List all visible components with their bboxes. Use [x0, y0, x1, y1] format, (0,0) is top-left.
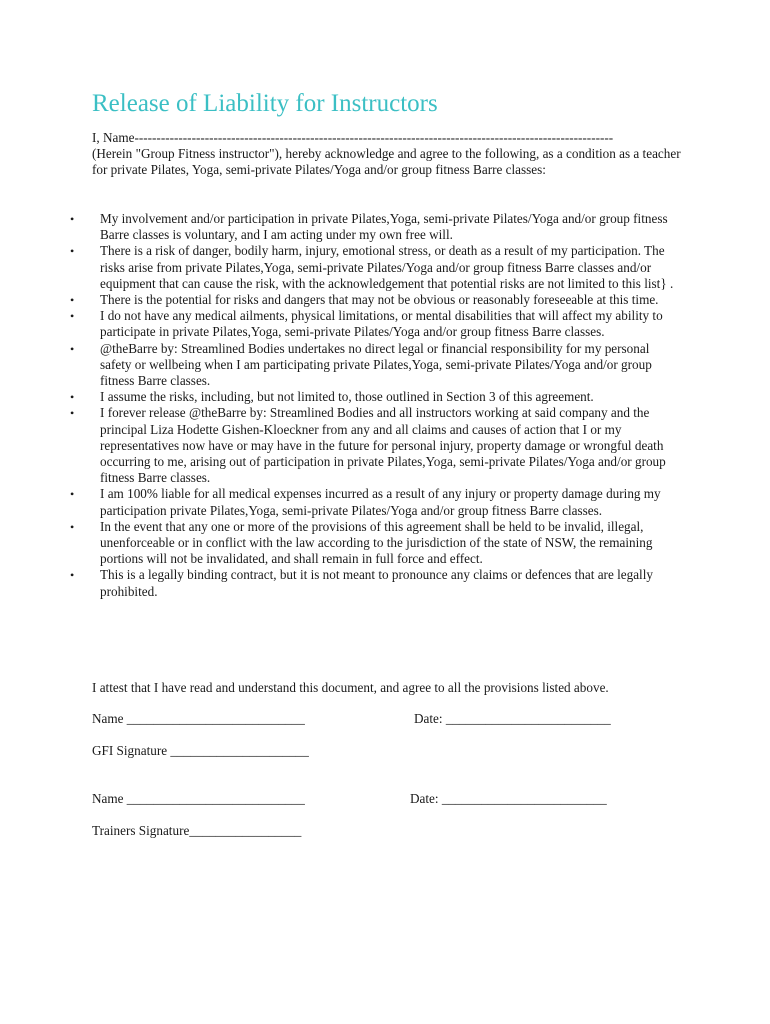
list-item	[60, 243, 675, 292]
clause-text: There is the potential for risks and dangers that may not be obvious or reasonably foreseeable at this time.	[100, 292, 659, 308]
clause-text: There is a risk of danger, bodily harm, injury, emotional stress, or death as a result of my participation. The risks arise from private Pilates,Yoga, semi-private Pilates/Yoga and/or group fitness Barre classes and/or equipment that can cause the risk, with the acknowledgement that potential risks are not limited to this list} .	[100, 243, 674, 291]
list-item	[60, 341, 675, 390]
clause-text: @theBarre by: Streamlined Bodies undertakes no direct legal or financial responsibility for my personal safety or wellbeing when I am participating private Pilates,Yoga, semi-private Pilates/Yoga and/or group fitness Barre classes.	[100, 340, 652, 389]
bullet-icon: •	[70, 244, 75, 259]
list-item	[60, 405, 675, 486]
list-item	[60, 486, 675, 518]
bullet-icon: •	[70, 519, 75, 534]
clause-text: This is a legally binding contract, but it is not meant to pronounce any claims or defences that are legally prohibited.	[100, 567, 653, 599]
list-item	[60, 567, 675, 599]
list-item	[60, 211, 675, 243]
clause-text: I assume the risks, including, but not limited to, those outlined in Section 3 of this agreement.	[100, 389, 594, 405]
name-field-1[interactable]: Name ___________________________	[92, 711, 305, 726]
attest-statement: I attest that I have read and understand this document, and agree to all the provisions listed above.	[92, 680, 609, 695]
trainers-signature-field[interactable]: Trainers Signature_________________	[92, 823, 302, 838]
intro-paragraph	[92, 130, 692, 179]
bullet-icon: •	[70, 212, 75, 226]
clause-text: My involvement and/or participation in private Pilates,Yoga, semi-private Pilates/Yoga and/or group fitness Barre classes is voluntary, and I am acting under my own free will.	[100, 211, 668, 243]
gfi-signature-field[interactable]: GFI Signature _____________________	[92, 743, 309, 758]
clause-text: I do not have any medical ailments, physical limitations, or mental disabilities that will affect my ability to participate in private Pilates,Yoga, semi-private Pilates/Yoga and/or group fitness Barre classes.	[100, 308, 663, 340]
clause-text: I am 100% liable for all medical expenses incurred as a result of any injury or property damage during my participation private Pilates,Yoga, semi-private Pilates/Yoga and/or group fitness Barre classes.	[100, 486, 661, 518]
list-item	[60, 292, 675, 308]
date-field-1[interactable]: Date: _________________________	[414, 711, 611, 726]
intro-text: (Herein "Group Fitness instructor"), hereby acknowledge and agree to the following, as a condition as a teacher for private Pilates, Yoga, semi-private Pilates/Yoga and/or group fitness Barre classes:	[92, 146, 681, 178]
name-field-2[interactable]: Name ___________________________	[92, 791, 305, 806]
bullet-icon: •	[70, 406, 75, 421]
bullet-icon: •	[70, 309, 75, 324]
intro-name-line: I, Name-------------------------------------------------------------------------------------------------------------	[92, 130, 614, 145]
clause-text: I forever release @theBarre by: Streamlined Bodies and all instructors working at said company and the principal Liza Hodette Gishen-Kloeckner from any and all claims and causes of action that I or my representatives now have or may have in the future for personal injury, property damage or wrongful death occurring to me, arising out of participation in private Pilates,Yoga, semi-private Pilates/Yoga and/or group fitness Barre classes.	[100, 405, 666, 486]
bullet-icon: •	[70, 293, 75, 308]
bullet-icon: •	[70, 341, 75, 356]
clause-list	[60, 211, 700, 600]
date-field-2[interactable]: Date: _________________________	[410, 791, 607, 806]
bullet-icon: •	[70, 568, 75, 583]
bullet-icon: •	[70, 390, 75, 405]
list-item	[60, 519, 675, 568]
list-item	[60, 308, 675, 340]
bullet-icon: •	[70, 487, 75, 502]
document-title: Release of Liability for Instructors	[92, 90, 438, 117]
list-item	[60, 389, 675, 405]
clause-text: In the event that any one or more of the provisions of this agreement shall be held to be invalid, illegal, unenforceable or in conflict with the law according to the jurisdiction of the state of NSW, the remaining portions will not be invalidated, and shall remain in full force and effect.	[100, 518, 653, 567]
